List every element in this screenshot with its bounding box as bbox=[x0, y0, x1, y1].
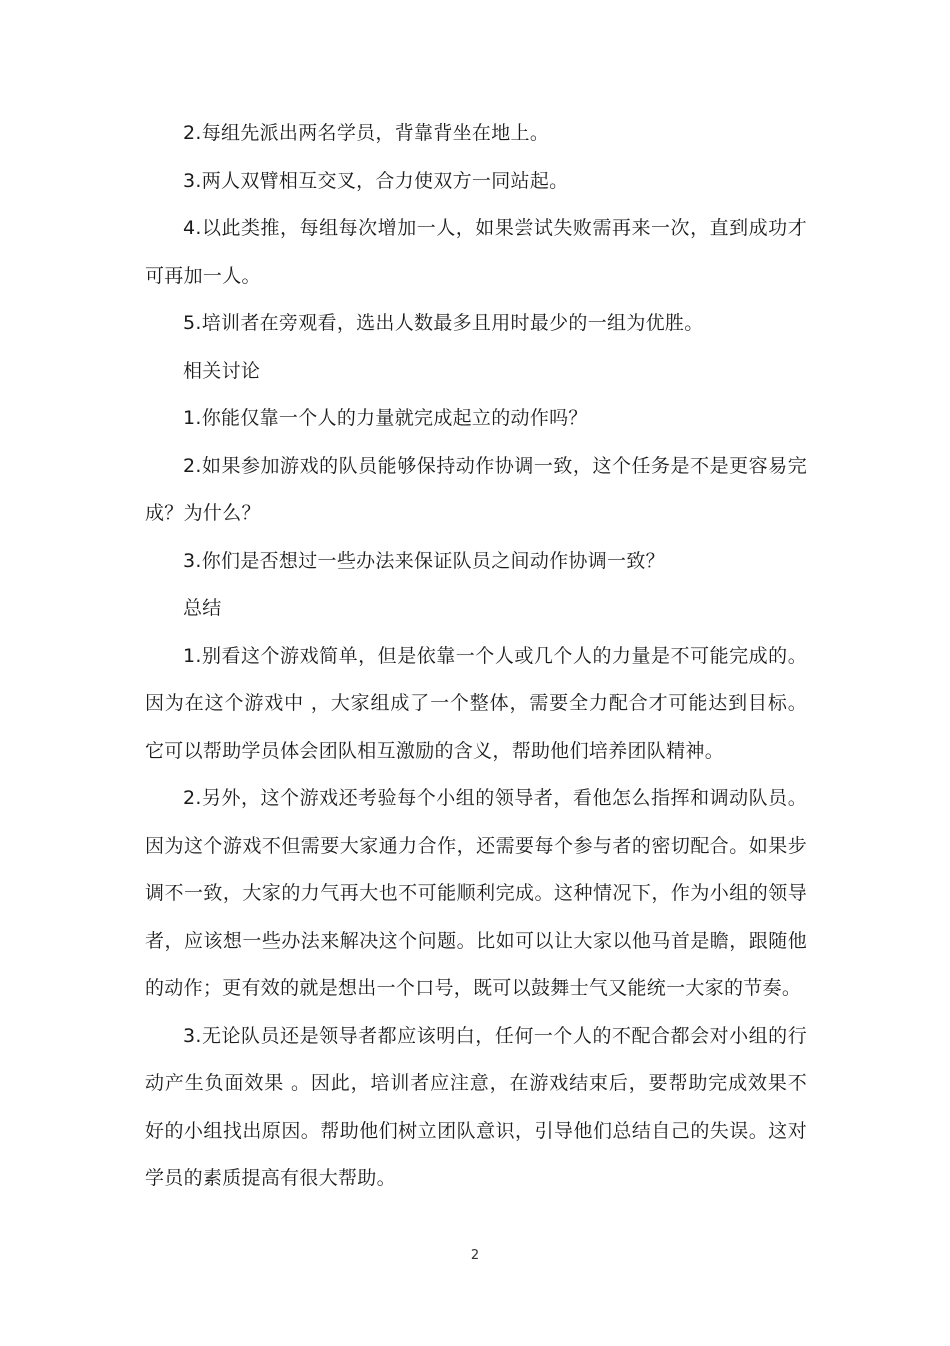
summary-heading: 总结 bbox=[183, 597, 222, 619]
summary-point-2: 2.另外，这个游戏还考验每个小组的领导者，看他怎么指挥和调动队员。因为这个游戏不但需要大家通力合作，还需要每个参与者的密切配合。如果步调不一致，大家的力气再大也不可能顺利完成。这种情况下，作为小组的领导者，应该想一些办法来解决这个问题。比如可以让大家以他马首是瞻，跟随他的动作；更有效的就是想出一个口号，既可以鼓舞士气又能统一大家的节奏。 bbox=[145, 787, 807, 999]
step-5-paragraph: 5.培训者在旁观看，选出人数最多且用时最少的一组为优胜。 bbox=[183, 312, 704, 334]
discussion-question-2: 2.如果参加游戏的队员能够保持动作协调一致，这个任务是不是更容易完成？为什么？ bbox=[145, 454, 807, 524]
discussion-question-3: 3.你们是否想过一些办法来保证队员之间动作协调一致？ bbox=[183, 549, 665, 572]
discussion-heading: 相关讨论 bbox=[183, 359, 261, 382]
step-4-paragraph: 4.以此类推，每组每次增加一人，如果尝试失败需再来一次，直到成功才可再加一人。 bbox=[145, 217, 807, 287]
step-3-paragraph: 3.两人双臂相互交叉，合力使双方一同站起。 bbox=[183, 169, 569, 192]
summary-point-1: 1.别看这个游戏简单，但是依靠一个人或几个人的力量是不可能完成的。因为在这个游戏中 ，大家组成了一个整体，需要全力配合才可能达到目标。它可以帮助学员体会团队相互激励的含义，帮助他们培养团队精神。 bbox=[145, 644, 807, 762]
document-body bbox=[145, 110, 807, 1203]
step-2-paragraph: 2.每组先派出两名学员，背靠背坐在地上。 bbox=[183, 122, 550, 144]
page-number: 2 bbox=[470, 1248, 480, 1263]
summary-point-3: 3.无论队员还是领导者都应该明白，任何一个人的不配合都会对小组的行动产生负面效果 。因此，培训者应注意，在游戏结束后，要帮助完成效果不好的小组找出原因。帮助他们树立团队意识，引导他们总结自己的失误。这对学员的素质提高有很大帮助。 bbox=[145, 1024, 807, 1189]
discussion-question-1: 1.你能仅靠一个人的力量就完成起立的动作吗？ bbox=[183, 407, 588, 429]
